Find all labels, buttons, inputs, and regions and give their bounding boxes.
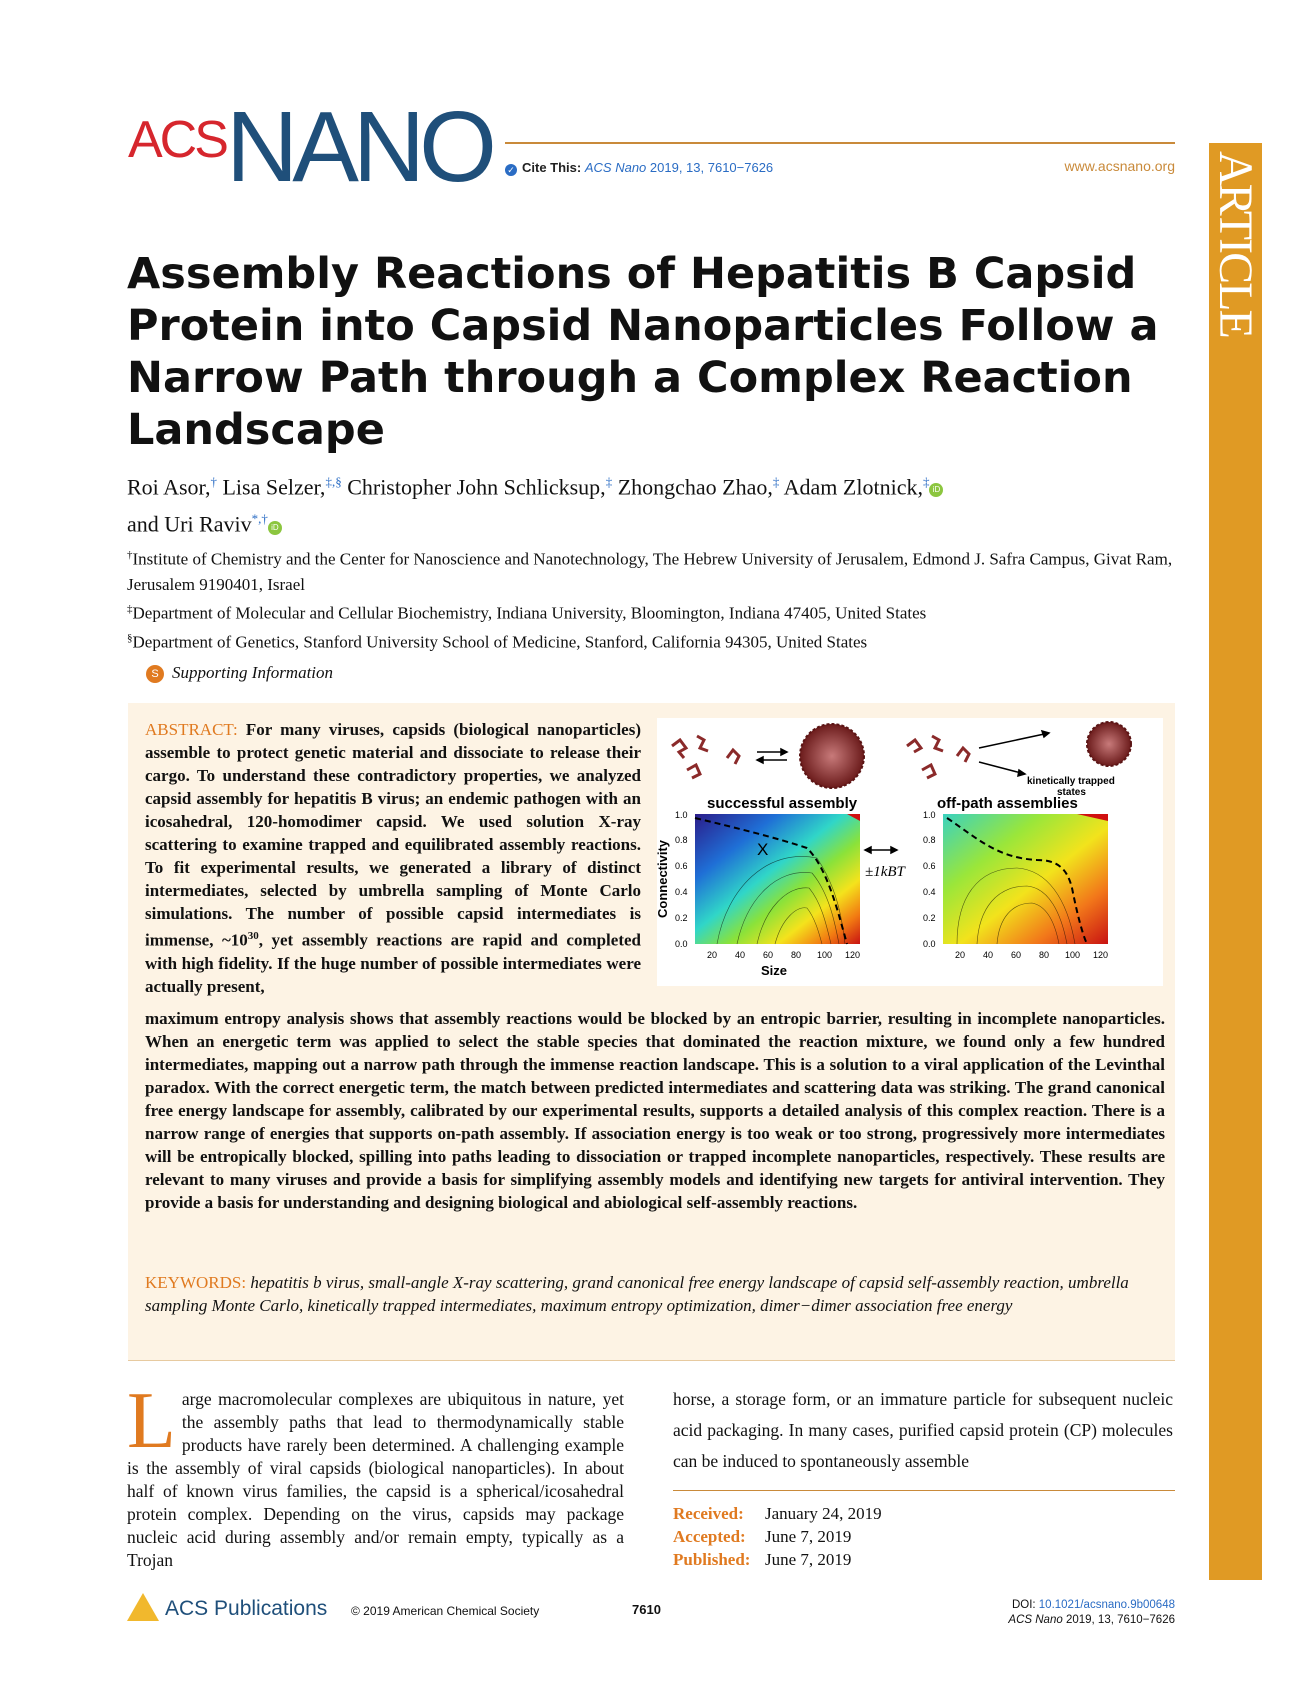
supporting-info-icon: S	[146, 665, 164, 683]
left-panel-title: successful assembly	[707, 795, 858, 812]
check-icon: ✓	[505, 164, 517, 176]
svg-text:120: 120	[1093, 950, 1109, 960]
author-list: Roi Asor,† Lisa Selzer,‡,§ Christopher John Schlicksup,‡ Zhongchao Zhao,‡ Adam Zlotnick,‡iD and Uri Raviv*,†iD	[127, 466, 1187, 541]
svg-text:0.2: 0.2	[675, 913, 688, 923]
y-ticks-left	[675, 810, 688, 949]
doi-citation: DOI: 10.1021/acsnano.9b00648 ACS Nano 2019, 13, 7610−7626	[1008, 1599, 1175, 1626]
drop-cap: L	[127, 1377, 176, 1465]
x-axis-label: Size	[761, 963, 788, 978]
capsid-icon	[1087, 722, 1131, 766]
left-heatmap	[695, 814, 860, 944]
svg-text:100: 100	[817, 950, 833, 960]
svg-text:0.4: 0.4	[923, 887, 936, 897]
publisher-logo[interactable]: ACS Publications	[127, 1593, 327, 1621]
keywords: KEYWORDS: hepatitis b virus, small-angle X-ray scattering, grand canonical free energy landscape of capsid self-assembly reaction, umbrella sampling Monte Carlo, kinetically trapped intermediates, maximum entropy optimization, dimer−dimer association free energy	[145, 1273, 1129, 1315]
journal-logo: ACS NANO	[128, 91, 491, 203]
svg-text:40: 40	[735, 950, 746, 960]
supporting-info-link[interactable]: S Supporting Information	[146, 663, 333, 683]
affiliation: §Department of Genetics, Stanford University School of Medicine, Stanford, California 94305, United States	[127, 632, 868, 652]
marker: X	[757, 840, 769, 859]
body-column-1: Large macromolecular complexes are ubiquitous in nature, yet the assembly paths that lead to thermodynamically stable products have rarely been determined. A challenging example is the assembly of viral capsids (biological nanoparticles). In about half of known virus families, the capsid is a spherical/icosahedral protein complex. Depending on the virus, capsids may package nucleic acid during assembly and/or remain empty, typically as a Trojan	[127, 1377, 624, 1570]
svg-text:20: 20	[707, 950, 718, 960]
page-number: 7610	[632, 1602, 661, 1617]
y-axis-label: Connectivity	[655, 839, 670, 918]
abstract: ABSTRACT: For many viruses, capsids (biological nanoparticles) assemble to protect genetic material and dissociate to release their cargo. To understand these contradictory properties, we analyzed capsid assembly for hepatitis B virus; an endemic pathogen with an icosahedral, 120-homodimer capsid. We used solution X-ray scattering to examine trapped and equilibrated assembly reactions. To fit experimental results, we generated a library of distinct intermediates, selected by umbrella sampling of Monte Carlo simulations. The number of possible capsid intermediates is immense, $\sim 10^{30}$, yet assembly reactions are rapid and completed with high fidelity. If the huge number of possible intermediates were actually present, maximum entropy analysis shows that assembly reactions would be blocked by an entropic barrier, resulting in incomplete nanoparticles. When an energetic term was applied to select the stable species that dominated the reaction mixture, we found only a few hundred intermediates, mapping out a narrow path through the immense reaction landscape. This is a solution to a viral application of the Levinthal paradox. With the correct energetic term, the match between predicted intermediates and scattering data was striking. The grand canonical free energy landscape for assembly, calibrated by our experimental results, supports a detailed analysis of this complex reaction. There is a narrow range of energies that supports on-path assembly. If association energy is too weak or too strong, progressively more intermediates will be entropically blocked, spilling into paths leading to dissociation or trapped incomplete nanoparticles, respectively. These results are relevant to many viruses and provide a basis for simplifying assembly models and identifying new targets for antiviral intervention. They provide a basis for understanding and designing biological and abiological self-assembly reactions.	[145, 720, 1165, 1212]
orcid-icon[interactable]: iD	[929, 483, 943, 497]
svg-text:60: 60	[763, 950, 774, 960]
dates-rule	[673, 1490, 1175, 1491]
svg-text:60: 60	[1011, 950, 1022, 960]
right-panel-title: off-path assemblies	[937, 795, 1078, 812]
svg-text:0.0: 0.0	[675, 939, 688, 949]
accepted-date: Accepted: June 7, 2019	[673, 1527, 852, 1546]
toc-figure	[657, 718, 1163, 986]
x-ticks-right	[955, 950, 1108, 960]
svg-text:120: 120	[845, 950, 861, 960]
published-date: Published: June 7, 2019	[673, 1550, 852, 1569]
svg-text:20: 20	[955, 950, 966, 960]
kinetic-label: kinetically trapped	[1027, 776, 1115, 787]
received-date: Received: January 24, 2019	[673, 1504, 882, 1523]
cite-this[interactable]: ✓ Cite This: ACS Nano 2019, 13, 7610−7626	[505, 160, 773, 176]
body-column-2: horse, a storage form, or an immature particle for subsequent nucleic acid packaging. In many cases, purified capsid protein (CP) molecules can be induced to spontaneously assemble	[673, 1389, 1173, 1471]
svg-text:40: 40	[983, 950, 994, 960]
svg-text:0.0: 0.0	[923, 939, 936, 949]
kinetic-label: states	[1057, 787, 1086, 798]
x-ticks-left	[707, 950, 860, 960]
svg-text:1.0: 1.0	[675, 810, 688, 820]
svg-text:0.8: 0.8	[675, 835, 688, 845]
copyright: © 2019 American Chemical Society	[351, 1604, 540, 1618]
acs-logo-icon	[127, 1593, 159, 1621]
svg-text:0.8: 0.8	[923, 835, 936, 845]
capsid-icon	[800, 724, 864, 788]
article-title: Assembly Reactions of Hepatitis B Capsid Protein into Capsid Nanoparticles Follow a Narrow Path through a Complex Reaction Landscape	[127, 249, 1159, 455]
doi-link[interactable]: 10.1021/acsnano.9b00648	[1038, 1599, 1175, 1611]
svg-text:0.6: 0.6	[923, 861, 936, 871]
header-rule	[505, 142, 1175, 144]
svg-text:0.4: 0.4	[675, 887, 688, 897]
svg-text:0.2: 0.2	[923, 913, 936, 923]
energy-label: ±1kBT	[865, 864, 905, 880]
protein-dimers-left	[672, 736, 739, 778]
journal-website-link[interactable]: www.acsnano.org	[1064, 158, 1175, 174]
equilibrium-arrows	[757, 749, 787, 763]
orcid-icon[interactable]: iD	[268, 521, 282, 535]
y-ticks-right	[923, 810, 936, 949]
protein-dimers-right	[907, 736, 969, 778]
svg-text:100: 100	[1065, 950, 1081, 960]
svg-text:0.6: 0.6	[675, 861, 688, 871]
svg-text:80: 80	[1039, 950, 1050, 960]
svg-text:80: 80	[791, 950, 802, 960]
affiliation: †Institute of Chemistry and the Center for Nanoscience and Nanotechnology, The Hebrew University of Jerusalem, Edmond J. Safra Campus, Givat Ram, Jerusalem 9190401, Israel	[127, 549, 1173, 594]
affiliation: ‡Department of Molecular and Cellular Biochemistry, Indiana University, Bloomington, Indiana 47405, United States	[127, 603, 927, 623]
svg-text:1.0: 1.0	[923, 810, 936, 820]
article-side-tab: ARTICLE	[1209, 143, 1262, 1580]
